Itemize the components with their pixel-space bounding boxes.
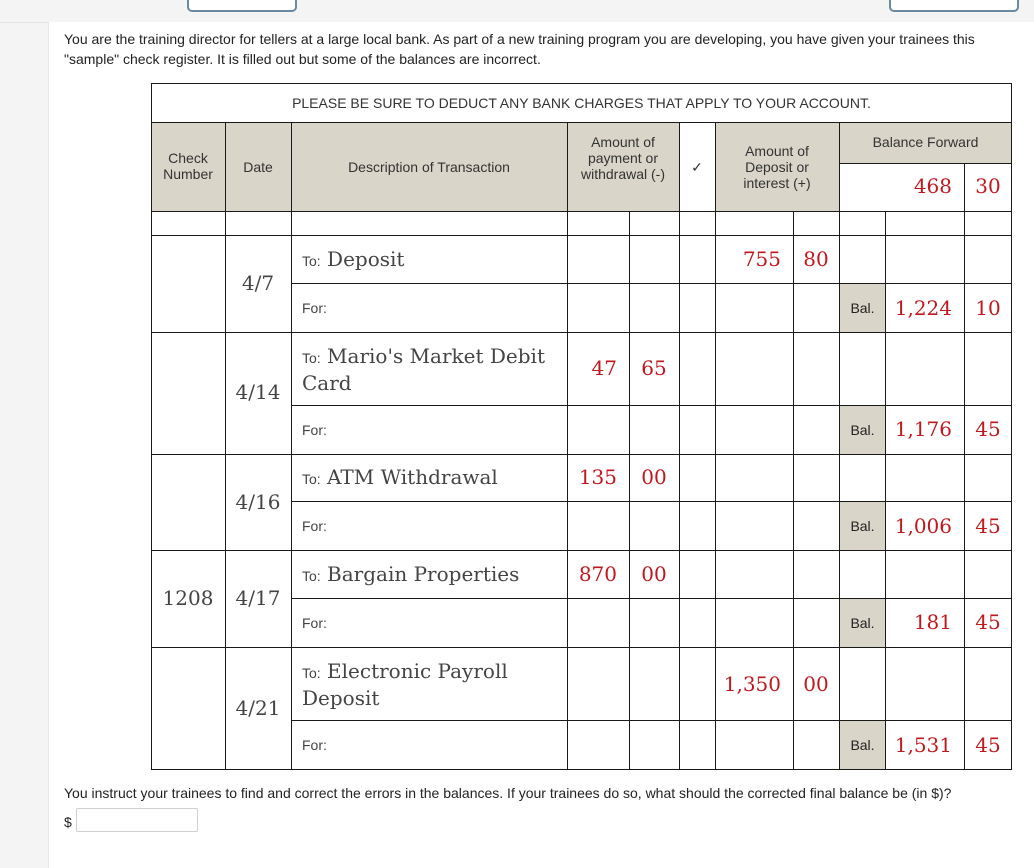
- row-2-to: [302, 344, 564, 396]
- row-2-payment-dollars: 47: [591, 356, 617, 380]
- row-3-to-label: To:: [302, 471, 321, 487]
- grid-line: [151, 83, 1012, 84]
- grid-line: [679, 122, 680, 770]
- row-3-to: [302, 466, 562, 490]
- row-4-balance-cents: 45: [975, 610, 1001, 634]
- row-2-to-label: To:: [302, 350, 321, 366]
- grid-line: [151, 211, 1012, 212]
- row-2-payee: Mario's Market Debit Card: [302, 344, 545, 395]
- grid-line: [885, 211, 886, 770]
- grid-line: [151, 122, 1012, 123]
- row-5-deposit-dollars: 1,350: [723, 672, 781, 696]
- row-1-payee: Deposit: [327, 247, 405, 271]
- row-4-payee: Bargain Properties: [327, 562, 520, 586]
- row-3-payment-dollars: 135: [578, 465, 617, 489]
- row-5-deposit-cents: 00: [803, 672, 829, 696]
- header-check-mark: ✓: [691, 159, 703, 175]
- top-toolbar: [0, 0, 1034, 23]
- grid-line: [151, 769, 1012, 770]
- row-4-balance-dollars: 181: [913, 610, 952, 634]
- row-5-payee: Electronic Payroll Deposit: [302, 659, 508, 710]
- row-5-balance-dollars: 1,531: [894, 733, 952, 757]
- grid-line: [225, 122, 226, 770]
- grid-line: [291, 122, 292, 770]
- grid-line: [964, 163, 965, 770]
- toolbar-button-left[interactable]: [187, 0, 297, 12]
- grid-line: [1011, 83, 1012, 770]
- balance-forward-dollars: 468: [913, 174, 952, 198]
- header-balance-forward: Balance Forward: [872, 134, 979, 150]
- row-3-balance-cents: 45: [975, 514, 1001, 538]
- grid-line: [291, 720, 1012, 721]
- row-5-to-label: To:: [302, 665, 321, 681]
- grid-line: [151, 235, 1012, 236]
- row-3-date: 4/16: [235, 490, 281, 514]
- row-3-payee: ATM Withdrawal: [327, 465, 498, 489]
- row-3-for-label: For:: [302, 518, 327, 534]
- row-3-bal-label: Bal.: [840, 502, 885, 550]
- grid-line: [291, 598, 1012, 599]
- grid-line: [151, 647, 1012, 648]
- row-4-date: 4/17: [235, 586, 281, 610]
- row-5-for-label: For:: [302, 737, 327, 753]
- grid-line: [793, 211, 794, 770]
- row-1-balance-cents: 10: [975, 296, 1001, 320]
- row-5-bal-label: Bal.: [840, 721, 885, 769]
- grid-line: [567, 122, 568, 770]
- row-5-date: 4/21: [235, 696, 281, 720]
- row-1-deposit-dollars: 755: [742, 247, 781, 271]
- row-1-deposit-cents: 80: [803, 247, 829, 271]
- row-2-for-label: For:: [302, 422, 327, 438]
- header-payment: Amount of payment or withdrawal (-): [580, 134, 665, 182]
- row-4-payment-cents: 00: [641, 562, 667, 586]
- row-1-for-label: For:: [302, 300, 327, 316]
- currency-symbol: $: [64, 814, 72, 830]
- row-1-to: [302, 248, 562, 272]
- header-description: Description of Transaction: [348, 159, 510, 175]
- row-2-balance-cents: 45: [975, 417, 1001, 441]
- grid-line: [151, 454, 1012, 455]
- grid-line: [291, 501, 1012, 502]
- check-register: [151, 83, 1012, 770]
- row-3-payment-cents: 00: [641, 465, 667, 489]
- row-1-date: 4/7: [241, 271, 275, 295]
- header-date: Date: [243, 159, 273, 175]
- row-5-balance-cents: 45: [975, 733, 1001, 757]
- row-4-check-number: 1208: [162, 586, 214, 610]
- grid-line: [715, 122, 716, 770]
- grid-line: [291, 405, 1012, 406]
- row-4-to: [302, 563, 562, 587]
- row-1-to-label: To:: [302, 253, 321, 269]
- row-2-bal-label: Bal.: [840, 406, 885, 454]
- header-check-number: Check Number: [163, 150, 213, 182]
- bank-charges-notice: PLEASE BE SURE TO DEDUCT ANY BANK CHARGES THAT APPLY TO YOUR ACCOUNT.: [292, 95, 871, 111]
- grid-line: [151, 550, 1012, 551]
- grid-line: [151, 83, 152, 770]
- grid-line: [839, 163, 1012, 164]
- grid-line: [151, 332, 1012, 333]
- row-1-bal-label: Bal.: [840, 284, 885, 332]
- balance-forward-cents: 30: [975, 174, 1001, 198]
- grid-line: [291, 283, 1012, 284]
- row-5-to: [302, 659, 564, 711]
- toolbar-button-right[interactable]: [889, 0, 1019, 12]
- row-4-bal-label: Bal.: [840, 599, 885, 647]
- row-3-balance-dollars: 1,006: [894, 514, 952, 538]
- row-2-payment-cents: 65: [641, 356, 667, 380]
- row-4-for-label: For:: [302, 615, 327, 631]
- question-text: You instruct your trainees to find and correct the errors in the balances. If your trainees do so, what should the corrected final balance be (in $)?: [64, 785, 952, 801]
- intro-text: You are the training director for tellers at a large local bank. As part of a new training program you are developing, you have given your trainees this "sample" check register. It is filled out but some of the balances are incorrect.: [64, 31, 975, 67]
- grid-line: [839, 122, 840, 770]
- row-2-balance-dollars: 1,176: [894, 417, 952, 441]
- header-deposit: Amount of Deposit or interest (+): [743, 143, 811, 191]
- row-2-date: 4/14: [235, 380, 281, 404]
- row-1-balance-dollars: 1,224: [894, 296, 952, 320]
- row-4-to-label: To:: [302, 568, 321, 584]
- grid-line: [629, 211, 630, 770]
- row-4-payment-dollars: 870: [578, 562, 617, 586]
- answer-input[interactable]: [76, 808, 198, 832]
